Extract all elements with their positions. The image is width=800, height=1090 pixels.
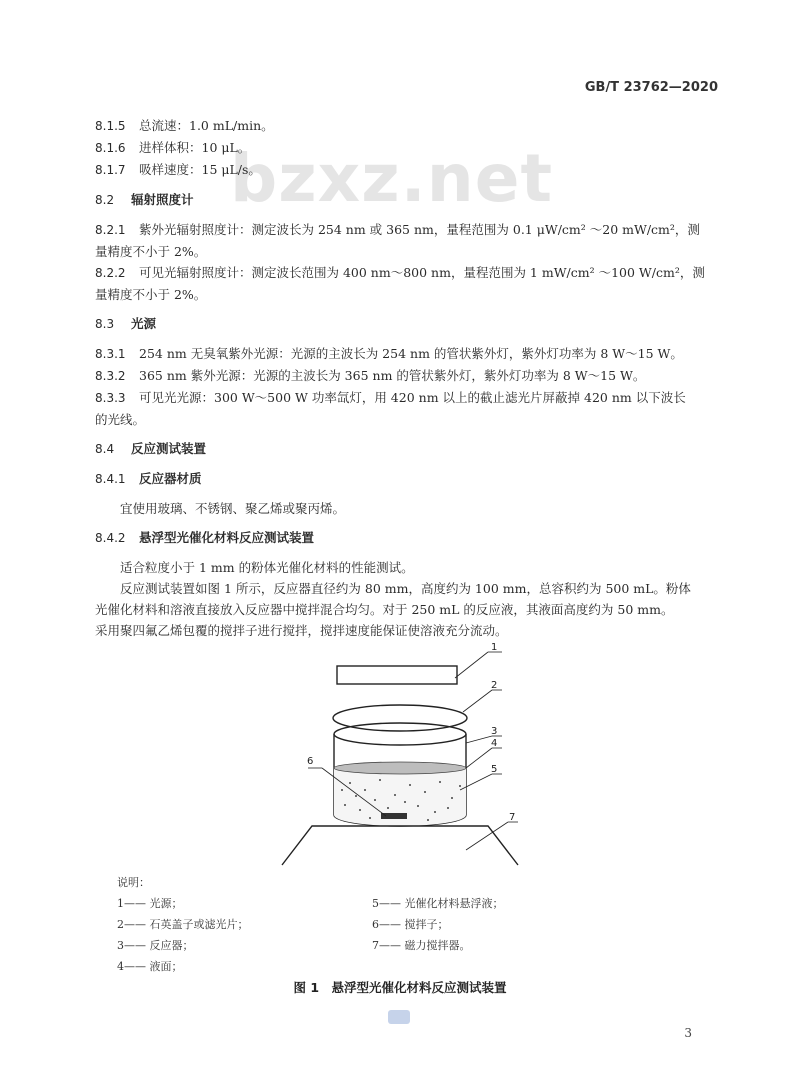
- clause-8-2-2-continued: 量精度不小于 2%。: [95, 287, 207, 302]
- section-heading-8-4: [95, 438, 720, 460]
- magnetic-stirrer: [282, 826, 518, 865]
- clause-8-4-1-text: 宜使用玻璃、不锈钢、聚乙烯或聚丙烯。: [120, 501, 346, 516]
- section-title: 反应器材质: [139, 471, 202, 486]
- quartz-cover: [333, 705, 467, 731]
- clause-text: 总流速：1.0 mL/min。: [139, 118, 274, 133]
- clause-number: 8.3.2: [95, 369, 126, 383]
- clause-text: 紫外光辐射照度计：测定波长为 254 nm 或 365 nm，量程范围为 0.1 μW/cm² ～20 mW/cm²，测: [139, 222, 700, 237]
- clause-text: 可见光辐射照度计：测定波长范围为 400 nm～800 nm，量程范围为 1 mW/cm² ～100 W/cm²，测: [139, 265, 705, 280]
- figure-label-1: 1: [491, 642, 498, 653]
- section-title: 光源: [131, 316, 157, 331]
- body-text: [95, 115, 720, 641]
- clause-number: 8.1.6: [95, 141, 126, 155]
- legend-item-5: 5—— 光催化材料悬浮液；: [372, 897, 504, 910]
- section-number: 8.4: [95, 442, 115, 456]
- section-title: 辐射照度计: [131, 192, 194, 207]
- watermark: bzxz.net: [230, 140, 554, 217]
- legend-item-7: 7—— 磁力搅拌器。: [372, 939, 471, 952]
- legend-item-2: 2—— 石英盖子或滤光片；: [117, 918, 249, 931]
- legend-row: [117, 914, 677, 935]
- clause-number: 8.2.2: [95, 266, 126, 280]
- paragraph-apparatus-line-3: 采用聚四氟乙烯包覆的搅拌子进行搅拌，搅拌速度能保证使溶液充分流动。: [95, 623, 508, 638]
- reactor-apparatus-figure: [270, 640, 530, 875]
- figure-label-4: 4: [491, 738, 498, 749]
- paragraph-apparatus-line-1: 反应测试装置如图 1 所示，反应器直径约为 80 mm，高度约为 100 mm，总容积约为 500 mL。粉体: [120, 581, 691, 596]
- light-source: [337, 666, 457, 684]
- legend-title: 说明：: [117, 876, 150, 889]
- paragraph-scope: 适合粒度小于 1 mm 的粉体光催化材料的性能测试。: [120, 560, 414, 575]
- clause-8-3-2: [95, 365, 720, 387]
- clause-text: 254 nm 无臭氧紫外光源：光源的主波长为 254 nm 的管状紫外灯，紫外灯功率为 8 W～15 W。: [139, 346, 683, 361]
- figure-legend: [117, 872, 677, 977]
- clause-text: 吸样速度：15 μL/s。: [139, 162, 261, 177]
- paragraph-apparatus-line-2: 光催化材料和溶液直接放入反应器中搅拌混合均匀。对于 250 mL 的反应液，其液面高度约为 50 mm。: [95, 602, 674, 617]
- legend-row: [117, 935, 677, 956]
- section-heading-8-2: [95, 189, 720, 211]
- liquid-surface: [334, 762, 466, 774]
- clause-number: 8.3.1: [95, 347, 126, 361]
- clause-number: 8.2.1: [95, 223, 126, 237]
- clause-8-1-5: [95, 115, 720, 137]
- section-heading-8-3: [95, 313, 720, 335]
- figure-label-7: 7: [509, 812, 516, 823]
- clause-text: 可见光光源：300 W～500 W 功率氙灯，用 420 nm 以上的截止滤光片屏蔽掉 420 nm 以下波长: [139, 390, 686, 405]
- legend-item-4: 4—— 液面；: [117, 960, 183, 973]
- clause-8-3-3: [95, 387, 720, 409]
- page-number: 3: [684, 1026, 692, 1040]
- clause-8-3-1: [95, 343, 720, 365]
- clause-8-2-1-continued: 量精度不小于 2%。: [95, 244, 207, 259]
- section-number: 8.2: [95, 193, 115, 207]
- clause-8-1-7: [95, 159, 720, 181]
- clause-8-2-2: [95, 262, 720, 284]
- reactor-rim: [334, 723, 466, 745]
- legend-item-6: 6—— 搅拌子；: [372, 918, 449, 931]
- clause-8-2-1: [95, 219, 720, 241]
- clause-number: 8.3.3: [95, 391, 126, 405]
- figure-label-2: 2: [491, 680, 498, 691]
- figure-label-5: 5: [491, 764, 498, 775]
- clause-number: 8.1.5: [95, 119, 126, 133]
- clause-number: 8.1.7: [95, 163, 126, 177]
- stir-bar: [381, 813, 407, 819]
- clause-8-1-6: [95, 137, 720, 159]
- publisher-mark-icon: [388, 1010, 410, 1024]
- figure-caption: 图 1 悬浮型光催化材料反应测试装置: [293, 980, 507, 995]
- standard-code: GB/T 23762—2020: [584, 80, 718, 95]
- legend-item-1: 1—— 光源；: [117, 897, 183, 910]
- legend-item-3: 3—— 反应器；: [117, 939, 194, 952]
- subsection-heading-8-4-1: [95, 468, 720, 490]
- legend-row: [117, 893, 677, 914]
- section-number: 8.3: [95, 317, 115, 331]
- section-number: 8.4.1: [95, 472, 126, 486]
- section-title: 反应测试装置: [131, 441, 207, 456]
- clause-text: 进样体积：10 μL。: [139, 140, 251, 155]
- clause-text: 365 nm 紫外光源：光源的主波长为 365 nm 的管状紫外灯，紫外灯功率为 8 W～15 W。: [139, 368, 646, 383]
- figure-label-6: 6: [307, 756, 314, 767]
- figure-label-3: 3: [491, 726, 498, 737]
- section-number: 8.4.2: [95, 531, 126, 545]
- subsection-heading-8-4-2: [95, 527, 720, 549]
- section-title: 悬浮型光催化材料反应测试装置: [139, 530, 315, 545]
- clause-8-3-3-continued: 的光线。: [95, 412, 146, 427]
